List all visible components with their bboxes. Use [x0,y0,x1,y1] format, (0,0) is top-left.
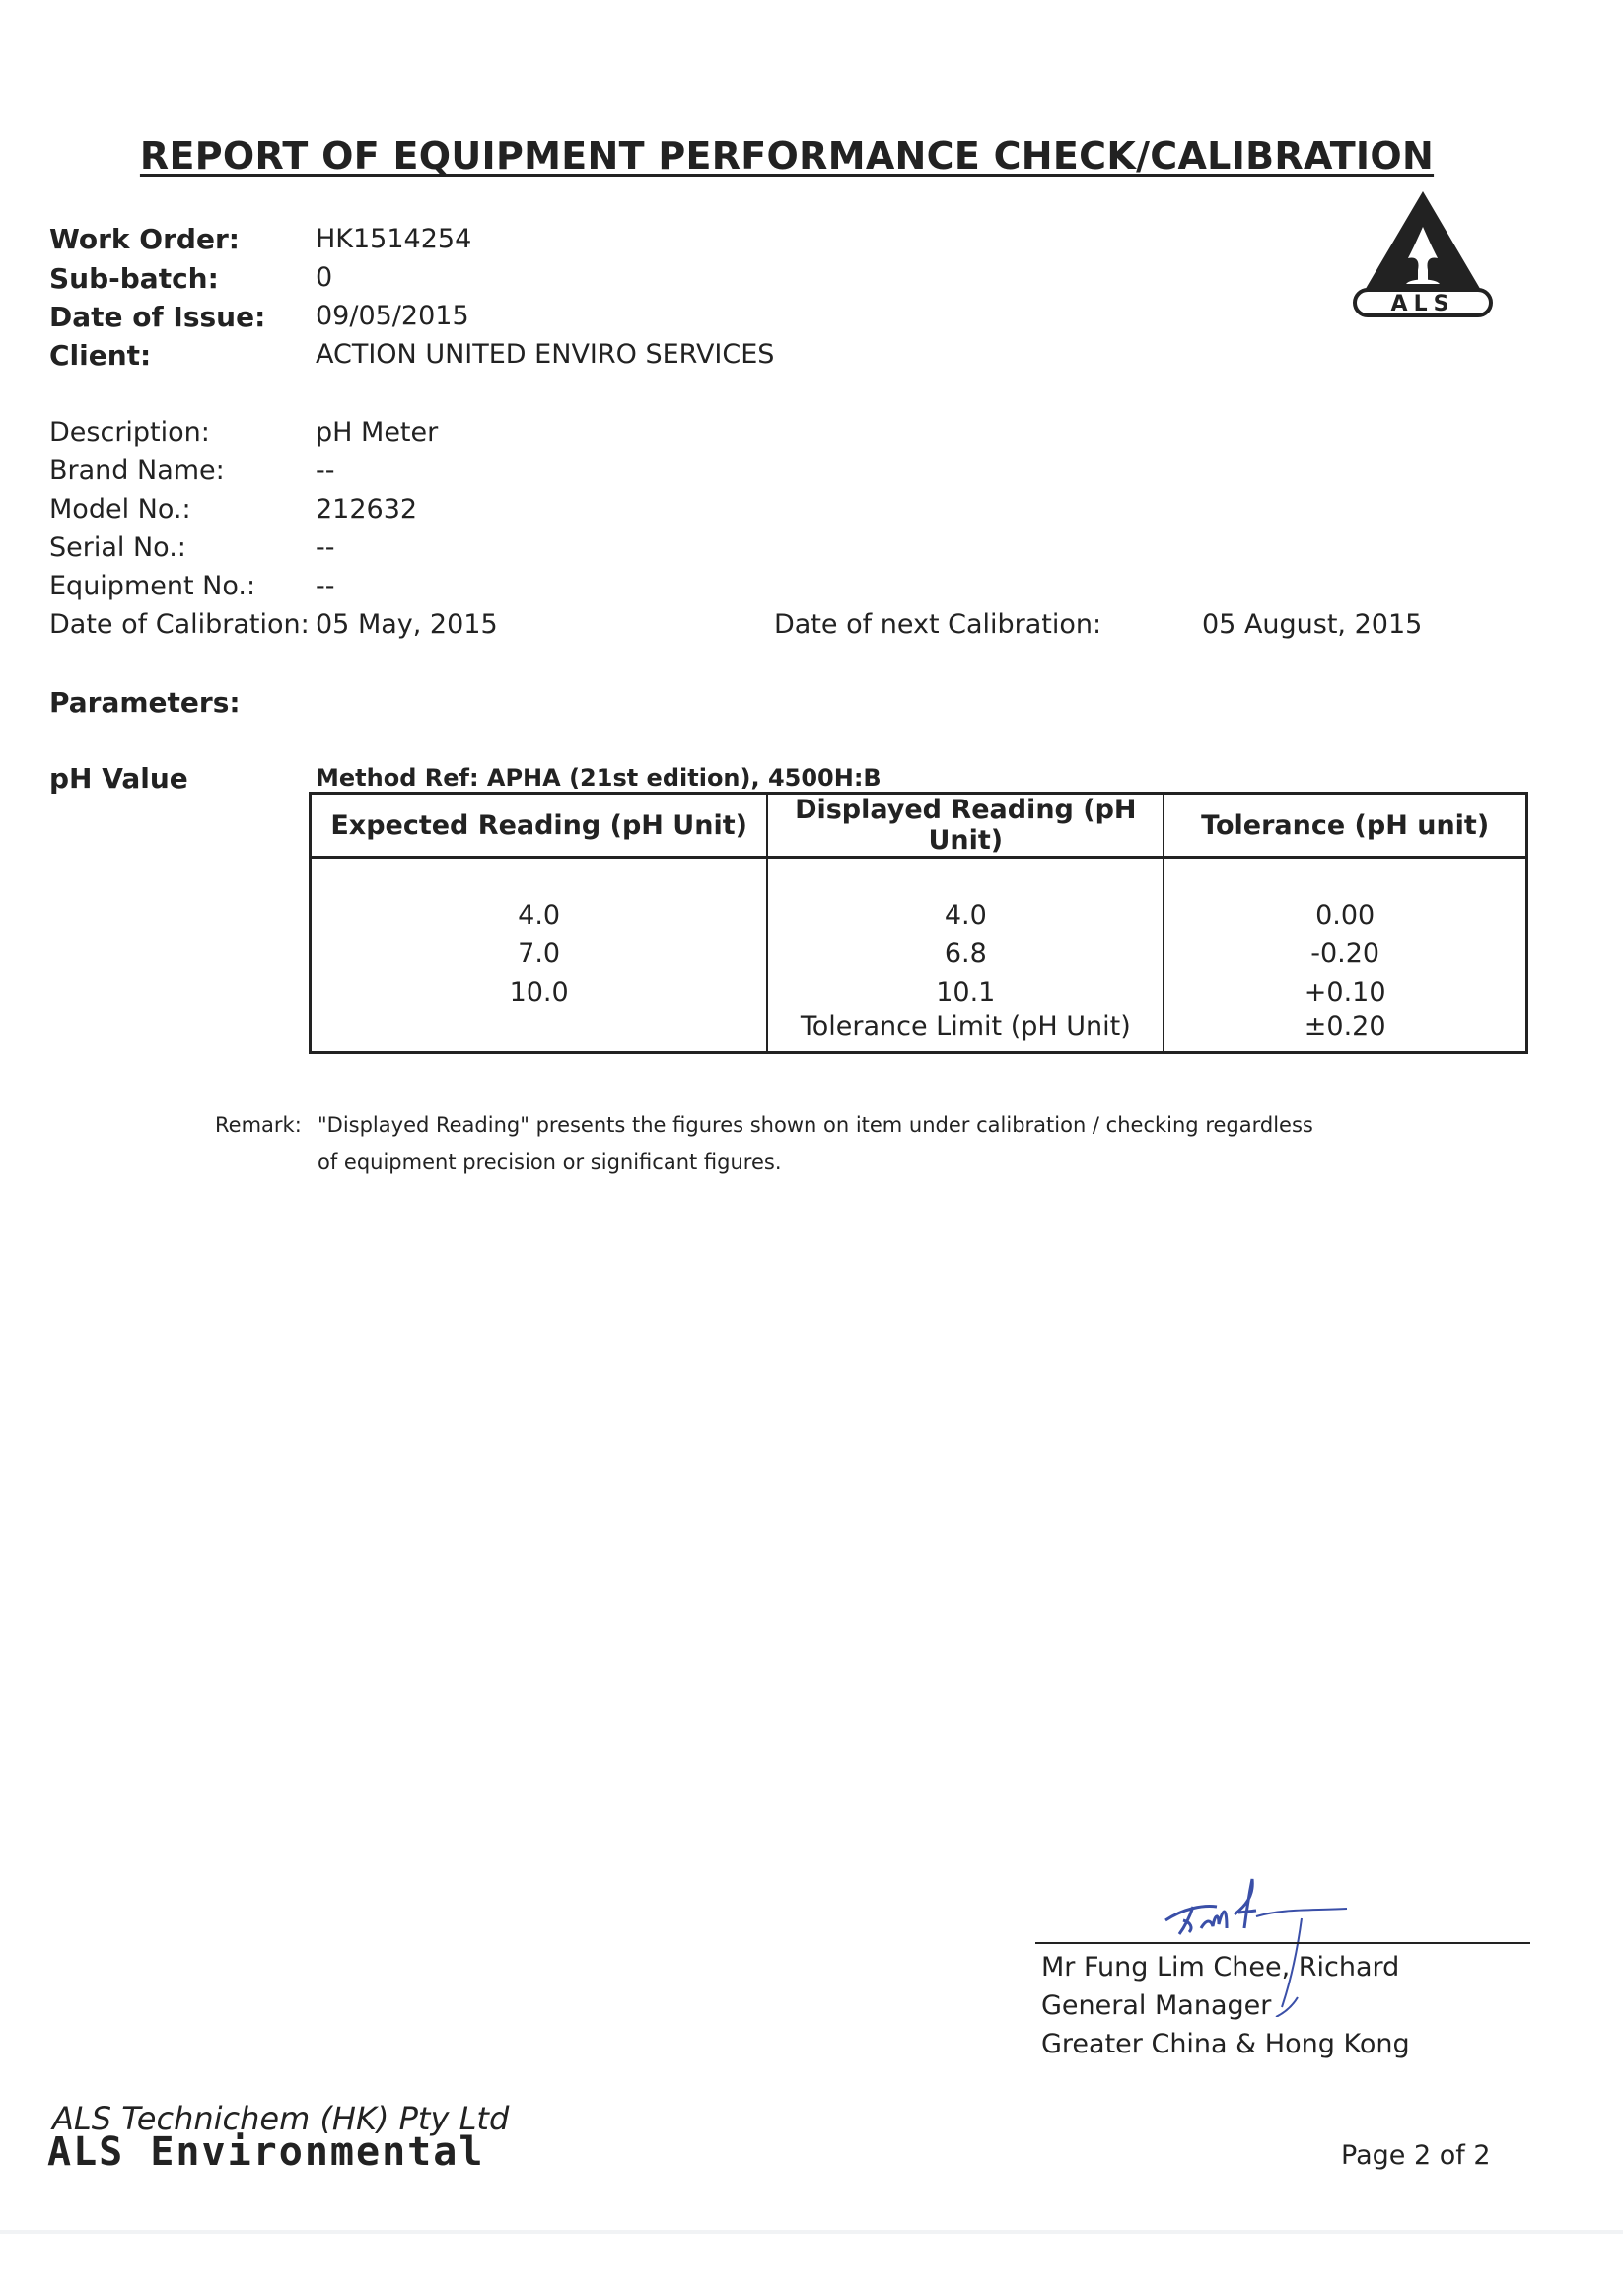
tolerance-value: +0.10 [1304,977,1386,1008]
brand-name-label: Brand Name: [49,455,225,486]
next-calibration-label: Date of next Calibration: [774,609,1102,640]
tolerance-value: 0.00 [1315,900,1376,931]
expected-reading: 4.0 [518,900,561,931]
work-order-label: Work Order: [49,223,240,255]
displayed-reading: 10.1 [936,977,996,1008]
signature-line [1035,1942,1530,1944]
sub-batch-value: 0 [316,262,333,293]
date-of-calibration-label: Date of Calibration: [49,609,310,640]
displayed-reading: 4.0 [944,900,987,931]
report-title: REPORT OF EQUIPMENT PERFORMANCE CHECK/CALIBRATION [139,134,1435,177]
tolerance-limit-label: Tolerance Limit (pH Unit) [767,1011,1164,1053]
remark-label: Remark: [215,1113,302,1137]
header-tolerance: Tolerance (pH unit) [1164,794,1526,858]
expected-reading: 10.0 [509,977,569,1008]
date-of-issue-label: Date of Issue: [49,301,266,333]
description-value: pH Meter [316,417,439,448]
empty-cell [311,1011,768,1053]
signatory-block [1041,1948,1410,2063]
scan-edge [0,2230,1623,2234]
displayed-reading: 6.8 [944,939,987,969]
tolerance-limit-value: ±0.20 [1164,1011,1526,1053]
ph-value-label: pH Value [49,762,188,795]
page-number: Page 2 of 2 [1341,2140,1491,2171]
client-value: ACTION UNITED ENVIRO SERVICES [316,339,775,370]
calibration-table [309,792,1528,1054]
sub-batch-label: Sub-batch: [49,262,219,295]
header-expected-reading: Expected Reading (pH Unit) [311,794,768,858]
tolerance-cell [1164,858,1526,1012]
remark-line-1: "Displayed Reading" presents the figures shown on item under calibration / checking regardless [318,1113,1313,1137]
date-of-calibration-value: 05 May, 2015 [316,609,498,640]
work-order-value: HK1514254 [316,224,472,254]
displayed-readings-cell [767,858,1164,1012]
header-displayed-reading: Displayed Reading (pH Unit) [767,794,1164,858]
company-name: ALS Technichem (HK) Pty Ltd [52,2100,510,2137]
signatory-title: General Manager [1041,1990,1272,2021]
method-reference: Method Ref: APHA (21st edition), 4500H:B [316,764,882,792]
model-no-label: Model No.: [49,494,191,524]
client-label: Client: [49,339,152,372]
equipment-no-value: -- [316,571,335,601]
model-no-value: 212632 [316,494,418,524]
remark-line-2: of equipment precision or significant figures. [318,1150,782,1174]
brand-name-value: -- [316,455,335,486]
date-of-issue-value: 09/05/2015 [316,301,469,331]
next-calibration-value: 05 August, 2015 [1202,609,1423,640]
parameters-label: Parameters: [49,686,241,719]
signatory-name: Mr Fung Lim Chee, Richard [1041,1952,1400,1983]
expected-reading: 7.0 [518,939,561,969]
description-label: Description: [49,417,210,448]
expected-readings-cell [311,858,768,1012]
svg-text:ALS: ALS [1390,292,1455,316]
tolerance-value: -0.20 [1310,939,1380,969]
equipment-no-label: Equipment No.: [49,571,256,601]
serial-no-value: -- [316,532,335,563]
serial-no-label: Serial No.: [49,532,186,563]
signatory-region: Greater China & Hong Kong [1041,2029,1410,2059]
als-environmental-logo: ALS Environmental [47,2129,485,2175]
als-logo [1351,187,1495,319]
